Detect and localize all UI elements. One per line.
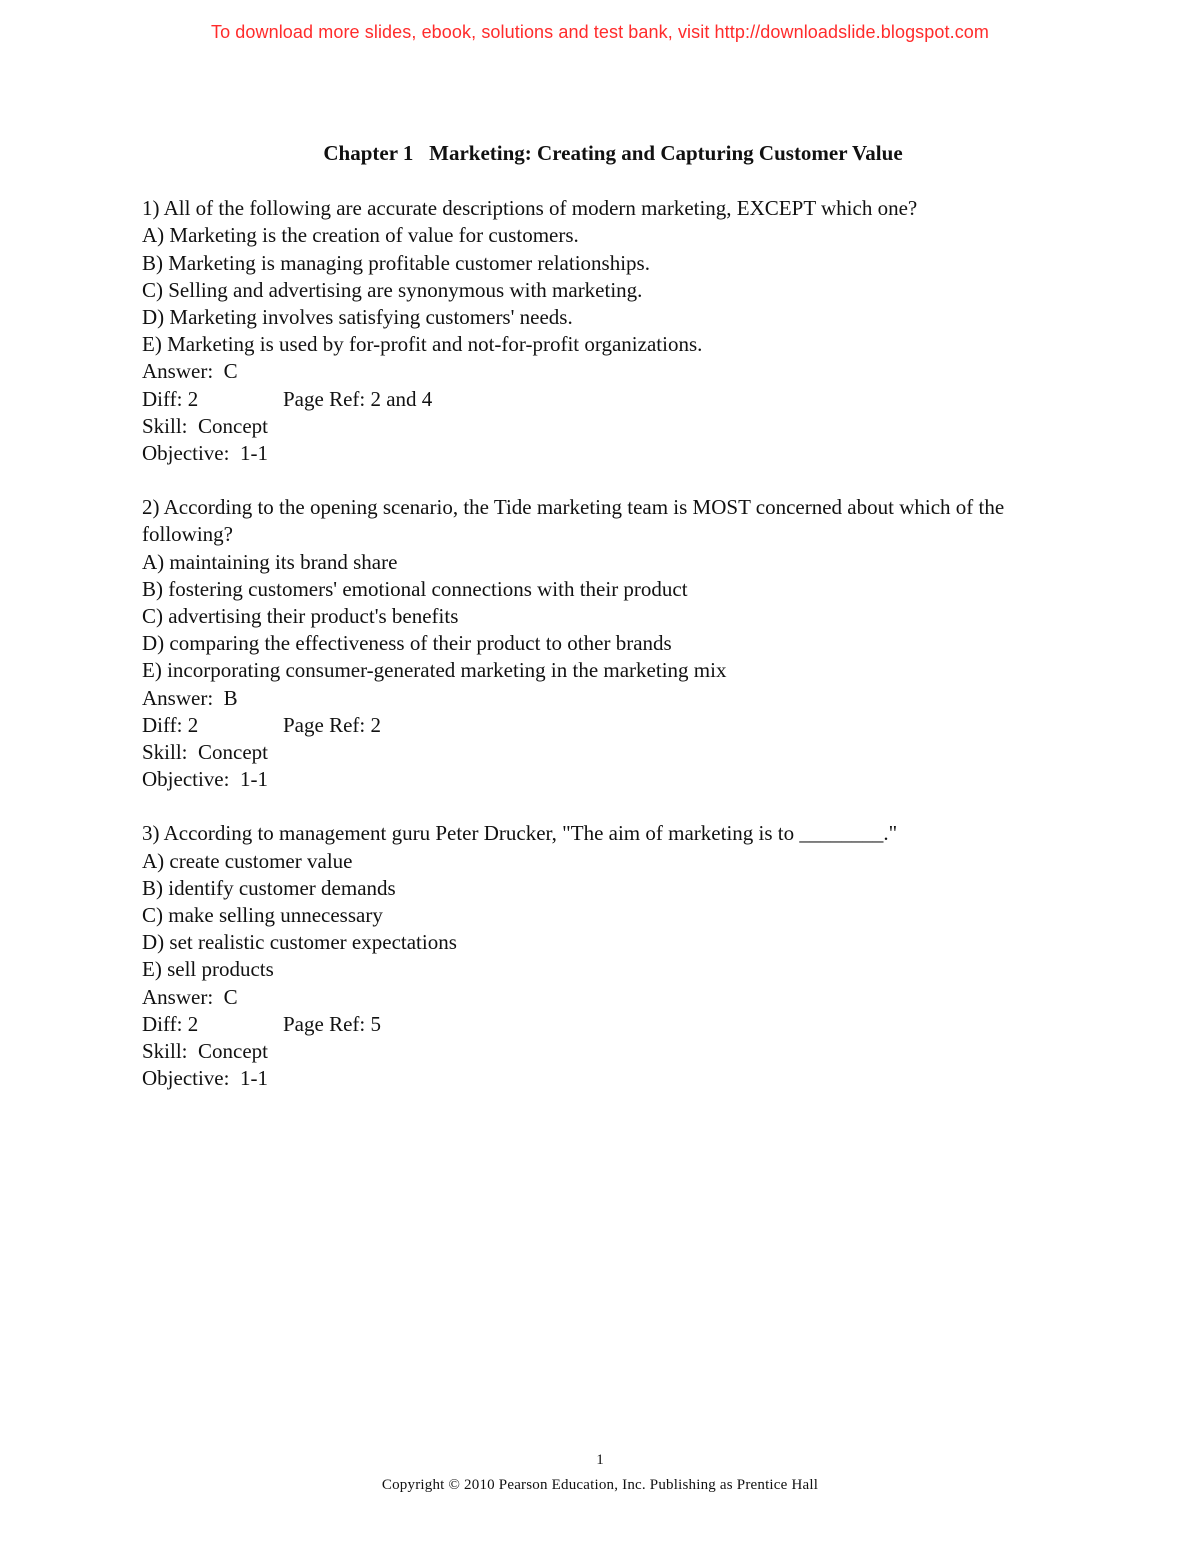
document-body: [142, 140, 1072, 1120]
difficulty: Diff: 2: [142, 386, 199, 411]
objective: Objective: 1-1: [142, 767, 268, 792]
option-b: B) Marketing is managing profitable customer relationships.: [142, 250, 650, 275]
answer: Answer: C: [142, 359, 238, 384]
page-ref: Page Ref: 5: [283, 1011, 381, 1036]
difficulty: Diff: 2: [142, 712, 199, 737]
page-ref: Page Ref: 2 and 4: [283, 386, 433, 411]
option-e: E) incorporating consumer-generated marketing in the marketing mix: [142, 658, 727, 683]
option-d: D) set realistic customer expectations: [142, 930, 457, 955]
option-b: B) fostering customers' emotional connections with their product: [142, 576, 688, 601]
answer: Answer: B: [142, 685, 238, 710]
question-block: [142, 494, 1072, 793]
page-ref: Page Ref: 2: [283, 712, 381, 737]
option-c: C) advertising their product's benefits: [142, 604, 459, 629]
chapter-title: Chapter 1 Marketing: Creating and Capturing Customer Value: [323, 141, 903, 165]
question-block: [142, 195, 1072, 467]
objective: Objective: 1-1: [142, 441, 268, 466]
option-a: A) maintaining its brand share: [142, 549, 398, 574]
option-a: A) create customer value: [142, 848, 353, 873]
question-stem: 2) According to the opening scenario, the Tide marketing team is MOST concerned about which of the following?: [142, 495, 1010, 547]
objective: Objective: 1-1: [142, 1066, 268, 1091]
option-d: D) comparing the effectiveness of their product to other brands: [142, 631, 672, 656]
option-d: D) Marketing involves satisfying customers' needs.: [142, 305, 573, 330]
question-block: [142, 820, 1072, 1092]
difficulty-row: [142, 1011, 1072, 1038]
option-b: B) identify customer demands: [142, 875, 396, 900]
difficulty-row: [142, 712, 1072, 739]
page-number: 1: [596, 1452, 604, 1468]
option-c: C) Selling and advertising are synonymous with marketing.: [142, 277, 643, 302]
download-banner: To download more slides, ebook, solutions and test bank, visit http://downloadslide.blogspot.com: [210, 22, 990, 42]
skill: Skill: Concept: [142, 740, 268, 765]
answer: Answer: C: [142, 984, 238, 1009]
difficulty: Diff: 2: [142, 1011, 199, 1036]
option-a: A) Marketing is the creation of value for customers.: [142, 223, 579, 248]
option-c: C) make selling unnecessary: [142, 903, 383, 928]
question-stem: 3) According to management guru Peter Drucker, "The aim of marketing is to ________.": [142, 821, 898, 846]
skill: Skill: Concept: [142, 413, 268, 438]
copyright-notice: Copyright © 2010 Pearson Education, Inc. Publishing as Prentice Hall: [381, 1477, 819, 1493]
difficulty-row: [142, 386, 1072, 413]
option-e: E) Marketing is used by for-profit and not-for-profit organizations.: [142, 332, 703, 357]
question-stem: 1) All of the following are accurate descriptions of modern marketing, EXCEPT which one?: [142, 196, 918, 221]
option-e: E) sell products: [142, 957, 274, 982]
skill: Skill: Concept: [142, 1039, 268, 1064]
